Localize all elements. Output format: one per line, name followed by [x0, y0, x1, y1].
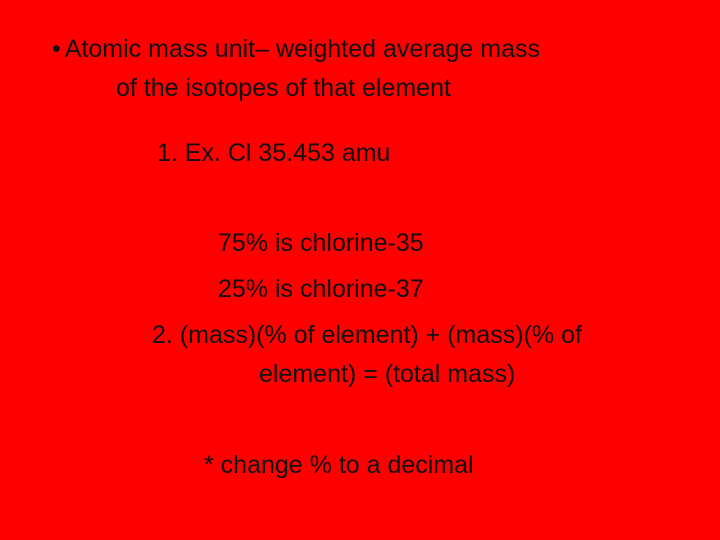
bullet-heading-continuation: of the isotopes of that element: [116, 74, 451, 102]
bullet-icon: •: [52, 35, 61, 63]
formula-continuation: element) = (total mass): [259, 360, 516, 388]
isotope-line-35: 75% is chlorine-35: [218, 229, 424, 257]
bullet-heading: [52, 34, 540, 64]
formula-line: 2. (mass)(% of element) + (mass)(% of: [152, 321, 582, 349]
example-line: 1. Ex. Cl 35.453 amu: [157, 139, 391, 167]
bullet-heading-text: Atomic mass unit– weighted average mass: [64, 35, 540, 63]
note-line: * change % to a decimal: [204, 451, 474, 479]
isotope-line-37: 25% is chlorine-37: [218, 275, 424, 303]
